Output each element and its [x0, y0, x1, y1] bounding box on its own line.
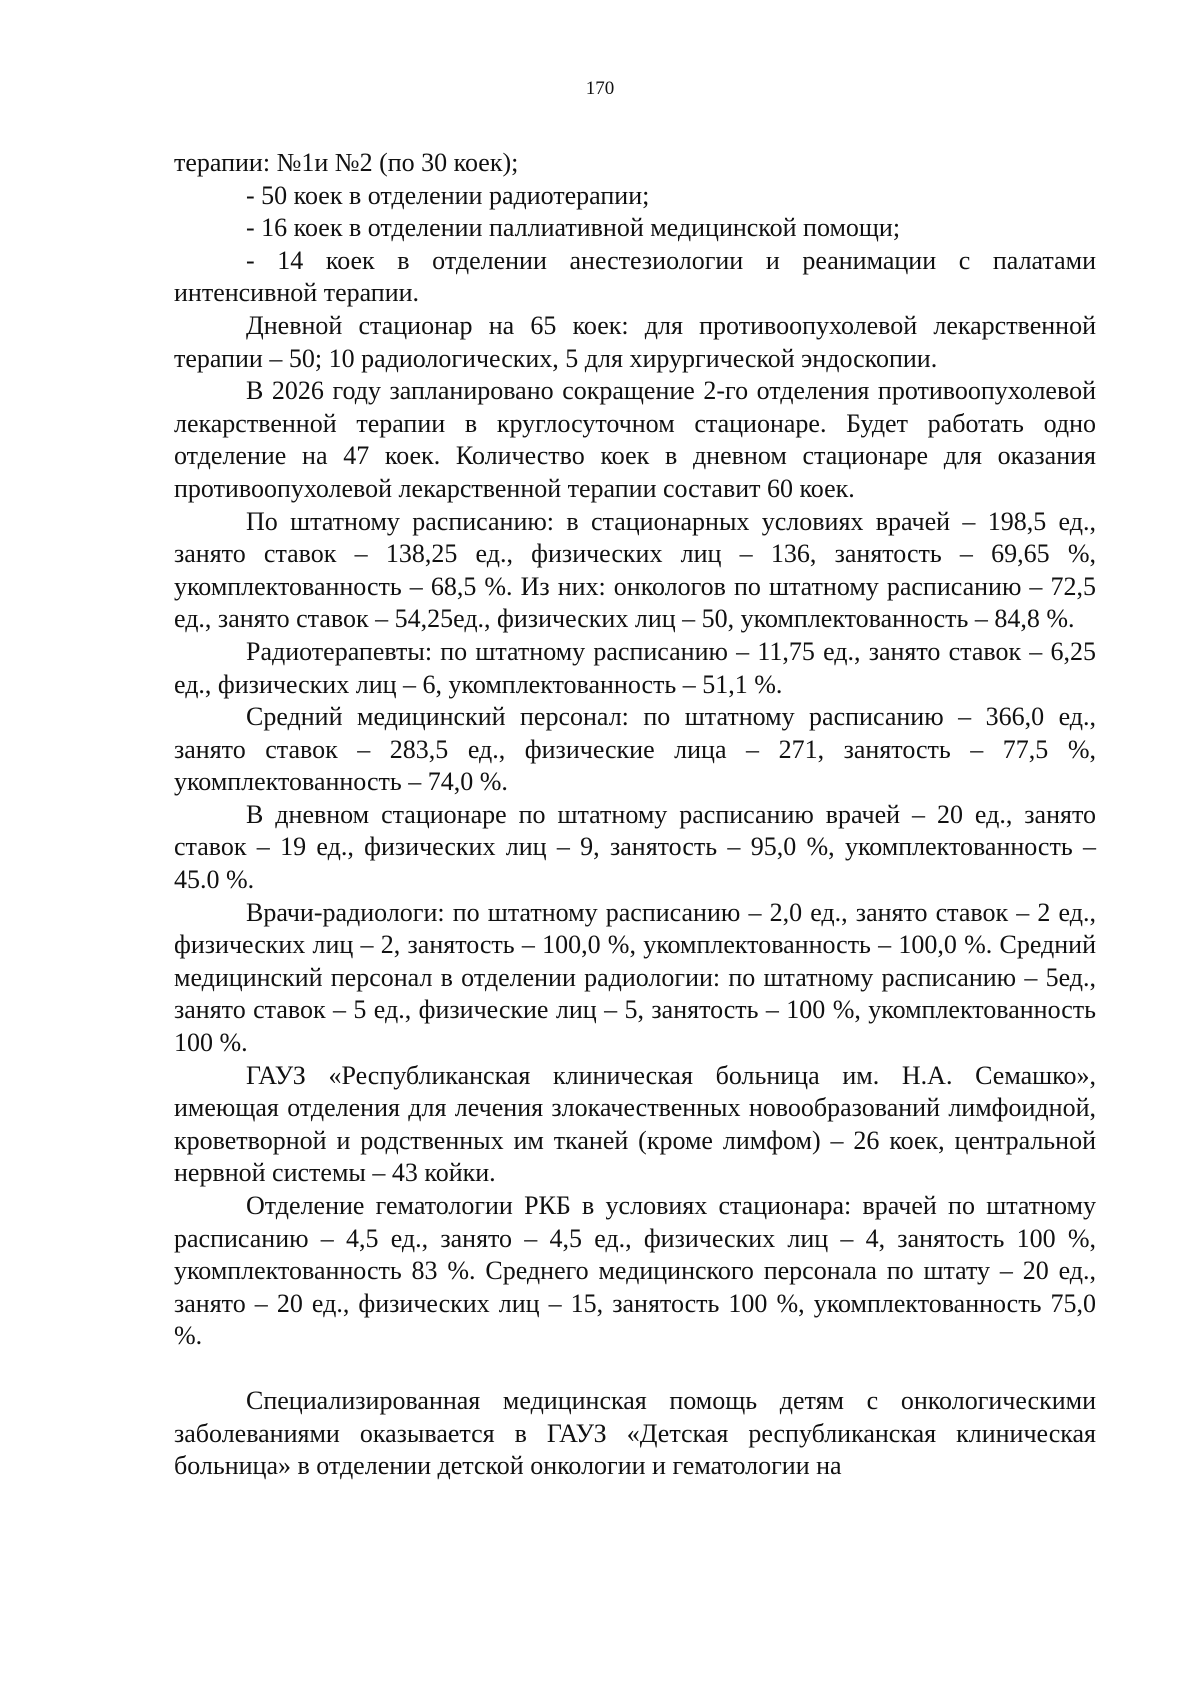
- list-item-radiotherapy: - 50 коек в отделении радиотерапии;: [246, 180, 650, 210]
- paragraph-day-hospital-staffing: В дневном стационаре по штатному расписанию врачей – 20 ед., занято ставок – 19 ед., физических лиц – 9, занятость – 95,0 %, укомплектованность – 45.0 %.: [174, 799, 1096, 895]
- list-item-anesthesiology: - 14 коек в отделении анестезиологии и реанимации с палатами интенсивной терапии.: [174, 245, 1096, 308]
- document-body: [174, 147, 1096, 1483]
- paragraph-2026-plan: В 2026 году запланировано сокращение 2-го отделения противоопухолевой лекарственной терапии в круглосуточном стационаре. Будет работать одно отделение на 47 коек. Количество коек в дневном стационаре для оказания противоопухолевой лекарственной терапии составит 60 коек.: [174, 376, 1096, 503]
- paragraph-spacer: [174, 1353, 1096, 1385]
- paragraph-hematology: Отделение гематологии РКБ в условиях стационара: врачей по штатному расписанию – 4,5 ед., занято – 4,5 ед., физических лиц – 4, занятость 100 %, укомплектованность 83 %. Среднего медицинского персонала по штату – 20 ед., занято – 20 ед., физических лиц – 15, занятость 100 %, укомплектованность 75,0 %.: [174, 1191, 1096, 1351]
- page-number: 170: [585, 78, 615, 99]
- paragraph-radiotherapists: Радиотерапевты: по штатному расписанию – 11,75 ед., занято ставок – 6,25 ед., физических лиц – 6, укомплектованность – 51,1 %.: [174, 636, 1096, 699]
- paragraph-continuation: терапии: №1и №2 (по 30 коек);: [174, 148, 519, 177]
- paragraph-staffing: По штатному расписанию: в стационарных условиях врачей – 198,5 ед., занято ставок – 138,25 ед., физических лиц – 136, занятость – 69,65 %, укомплектованность – 68,5 %. Из них: онкологов по штатному расписанию – 72,5 ед., занято ставок – 54,25ед., физических лиц – 50, укомплектованность – 84,8 %.: [174, 506, 1096, 634]
- paragraph-radiologists: Врачи-радиологи: по штатному расписанию – 2,0 ед., занято ставок – 2 ед., физических лиц – 2, занятость – 100,0 %, укомплектованность – 100,0 %. Средний медицинский персонал в отделении радиологии: по штатному расписанию – 5ед., занято ставок – 5 ед., физические лиц – 5, занятость – 100 %, укомплектованность 100 %.: [174, 897, 1096, 1058]
- paragraph-day-hospital: Дневной стационар на 65 коек: для противоопухолевой лекарственной терапии – 50; 10 радиологических, 5 для хирургической эндоскопии.: [174, 310, 1096, 373]
- paragraph-nursing-staff: Средний медицинский персонал: по штатному расписанию – 366,0 ед., занято ставок – 283,5 ед., физические лица – 271, занятость – 77,5 %, укомплектованность – 74,0 %.: [174, 702, 1096, 797]
- paragraph-pediatric-care: Специализированная медицинская помощь детям с онкологическими заболеваниями оказывается в ГАУЗ «Детская республиканская клиническая больница» в отделении детской онкологии и гематологии на: [174, 1385, 1096, 1481]
- paragraph-semashko-hospital: ГАУЗ «Республиканская клиническая больница им. Н.А. Семашко», имеющая отделения для лечения злокачественных новообразований лимфоидной, кроветворной и родственных им тканей (кроме лимфом) – 26 коек, центральной нервной системы – 43 койки.: [174, 1060, 1096, 1188]
- list-item-palliative: - 16 коек в отделении паллиативной медицинской помощи;: [246, 213, 901, 243]
